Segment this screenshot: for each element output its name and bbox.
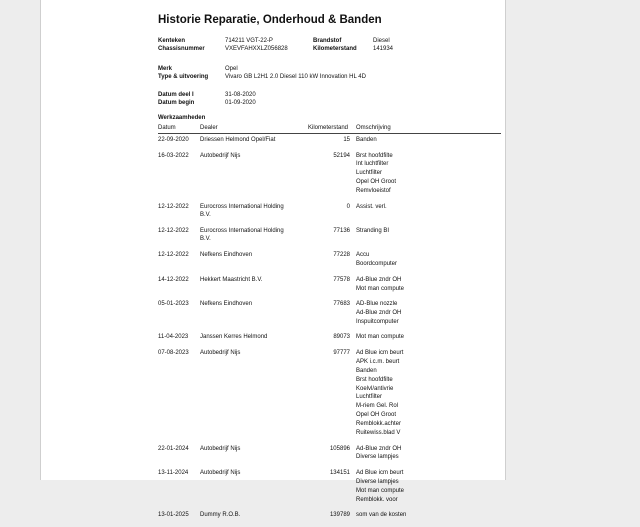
cell-omschrijving xyxy=(356,469,404,505)
cell-datum: 05-01-2023 xyxy=(158,301,189,308)
table-row xyxy=(158,227,501,251)
omschrijving-line: Brst hoofdfilte xyxy=(356,376,393,383)
cell-datum: 07-08-2023 xyxy=(158,349,189,356)
cell-omschrijving xyxy=(356,445,401,463)
cell-datum: 14-12-2022 xyxy=(158,276,189,283)
omschrijving-line: Stranding BI xyxy=(356,227,390,234)
werkzaamheden-table xyxy=(158,124,501,527)
omschrijving-line: Remblokk.achter xyxy=(356,421,402,428)
omschrijving-line: Ad-Blue zndr OH xyxy=(356,445,402,452)
cell-kilometerstand: 97777 xyxy=(333,349,350,356)
type-value: Vivaro GB L2H1 2.0 Diesel 110 kW Innovation HL 4D xyxy=(225,74,366,80)
cell-kilometerstand: 77136 xyxy=(333,227,350,234)
cell-datum: 12-12-2022 xyxy=(158,203,189,210)
cell-dealer: Autobedrijf Nijs xyxy=(200,349,241,356)
cell-datum: 12-12-2022 xyxy=(158,252,189,259)
kilometerstand-value: 141934 xyxy=(373,46,394,52)
cell-kilometerstand: 89073 xyxy=(333,334,350,341)
cell-kilometerstand: 15 xyxy=(343,137,350,143)
omschrijving-line: AD-Blue nozzle xyxy=(356,301,398,308)
omschrijving-line: Luchtfilter xyxy=(356,394,383,401)
table-row xyxy=(158,203,501,227)
omschrijving-line: Ruitewiss.blad V xyxy=(356,429,401,436)
page-title: Historie Reparatie, Onderhoud & Banden xyxy=(158,14,382,26)
report-page xyxy=(40,0,506,519)
col-kilometerstand: Kilometerstand xyxy=(308,125,349,131)
kilometerstand-label: Kilometerstand xyxy=(313,46,357,52)
cell-kilometerstand: 77683 xyxy=(333,301,350,308)
omschrijving-line: Diverse lampjes xyxy=(356,478,399,485)
cell-datum: 22-01-2024 xyxy=(158,445,189,452)
cell-datum: 13-11-2024 xyxy=(158,469,189,476)
cell-omschrijving xyxy=(356,511,406,520)
type-label: Type & uitvoering xyxy=(158,74,209,80)
cell-kilometerstand: 139789 xyxy=(329,512,350,519)
chassis-value: VXEVFAHXXLZ056828 xyxy=(225,46,288,52)
merk-value: Opel xyxy=(225,66,238,72)
cell-omschrijving xyxy=(356,227,389,236)
omschrijving-line: APK i.c.m. beurt xyxy=(356,358,400,365)
cell-dealer: Autobedrijf Nijs xyxy=(200,152,241,159)
table-body xyxy=(158,134,501,527)
cell-dealer: Nefkens Eindhoven xyxy=(200,252,253,259)
cell-datum: 22-09-2020 xyxy=(158,137,189,143)
omschrijving-line: Luchtfilter xyxy=(356,170,383,177)
omschrijving-line: Opel OH Groot xyxy=(356,412,397,419)
omschrijving-line: Banden xyxy=(356,137,377,143)
omschrijving-line: Mot man compute xyxy=(356,334,405,341)
cell-datum: 16-03-2022 xyxy=(158,152,189,159)
cell-datum: 13-01-2025 xyxy=(158,512,189,519)
table-row xyxy=(158,445,501,469)
omschrijving-line: Accu xyxy=(356,252,370,259)
cell-dealer: Dummy R.O.B. xyxy=(200,512,241,519)
cell-dealer: Eurocross International Holding B.V. xyxy=(200,203,284,218)
cell-datum: 12-12-2022 xyxy=(158,227,189,234)
table-row xyxy=(158,276,501,300)
merk-label: Merk xyxy=(158,66,173,72)
col-dealer: Dealer xyxy=(200,125,218,131)
omschrijving-line: Ad-Blue zndr OH xyxy=(356,276,402,283)
omschrijving-line: Opel OH Groot xyxy=(356,179,397,186)
cell-omschrijving xyxy=(356,300,401,327)
datum-deel-label: Datum deel I xyxy=(158,92,194,98)
cell-kilometerstand: 77578 xyxy=(333,276,350,283)
cell-omschrijving xyxy=(356,203,387,212)
cell-omschrijving xyxy=(356,276,404,294)
col-omschrijving: Omschrijving xyxy=(356,125,391,131)
cell-dealer: Nefkens Eindhoven xyxy=(200,301,253,308)
cell-omschrijving xyxy=(356,152,396,196)
omschrijving-line: Assist. verl. xyxy=(356,203,387,210)
omschrijving-line: som van de kosten xyxy=(356,512,407,519)
omschrijving-line: Ad Blue icm beurt xyxy=(356,469,404,476)
cell-dealer: Janssen Kerres Helmond xyxy=(200,334,268,341)
omschrijving-line: Int luchtfilter xyxy=(356,161,389,168)
cell-dealer: Eurocross International Holding B.V. xyxy=(200,227,284,242)
cell-omschrijving xyxy=(356,136,377,145)
brandstof-value: Diesel xyxy=(373,38,390,44)
cell-omschrijving xyxy=(356,333,404,342)
cell-dealer: Autobedrijf Nijs xyxy=(200,445,241,452)
omschrijving-line: Banden xyxy=(356,367,377,374)
datum-begin-value: 01-09-2020 xyxy=(225,100,256,106)
omschrijving-line: Remblokk. voor xyxy=(356,496,398,503)
omschrijving-line: Mot man compute xyxy=(356,487,405,494)
omschrijving-line: M-riem Gel. Rol xyxy=(356,403,399,410)
cell-datum: 11-04-2023 xyxy=(158,334,189,341)
table-row xyxy=(158,300,501,333)
table-row xyxy=(158,511,501,527)
omschrijving-line: Brst hoofdfilte xyxy=(356,152,393,159)
cell-omschrijving xyxy=(356,349,403,438)
omschrijving-line: Ad-Blue zndr OH xyxy=(356,310,402,317)
cell-dealer: Driessen Helmond Opel/Fiat xyxy=(200,137,276,143)
werkzaamheden-title: Werkzaamheden xyxy=(158,115,206,121)
omschrijving-line: Ad Blue icm beurt xyxy=(356,349,404,356)
table-row xyxy=(158,349,501,445)
omschrijving-line: Diverse lampjes xyxy=(356,454,399,461)
brandstof-label: Brandstof xyxy=(313,38,342,44)
col-datum: Datum xyxy=(158,125,176,131)
cell-kilometerstand: 134151 xyxy=(329,469,350,476)
cell-kilometerstand: 105896 xyxy=(329,445,350,452)
table-row xyxy=(158,333,501,349)
omschrijving-line: Boordcomputer xyxy=(356,261,398,268)
cell-dealer: Hekkert Maastricht B.V. xyxy=(200,276,263,283)
table-header xyxy=(158,124,501,134)
datum-deel-value: 31-08-2020 xyxy=(225,92,256,98)
omschrijving-line: Mot man compute xyxy=(356,285,405,292)
table-row xyxy=(158,152,501,203)
cell-kilometerstand: 77228 xyxy=(333,252,350,259)
cell-kilometerstand: 52194 xyxy=(333,152,350,159)
table-row xyxy=(158,251,501,275)
omschrijving-line: Inspuitcomputer xyxy=(356,318,399,325)
cell-dealer: Autobedrijf Nijs xyxy=(200,469,241,476)
kenteken-value: 714211 VGT-22-P xyxy=(225,38,273,44)
chassis-label: Chassisnummer xyxy=(158,46,205,52)
table-row xyxy=(158,469,501,511)
table-row xyxy=(158,136,501,152)
kenteken-label: Kenteken xyxy=(158,38,186,44)
datum-begin-label: Datum begin xyxy=(158,100,195,106)
omschrijving-line: Remvloeistof xyxy=(356,188,391,195)
cell-omschrijving xyxy=(356,251,397,269)
cell-kilometerstand: 0 xyxy=(346,203,350,210)
omschrijving-line: Koelvl/antivrie xyxy=(356,385,394,392)
